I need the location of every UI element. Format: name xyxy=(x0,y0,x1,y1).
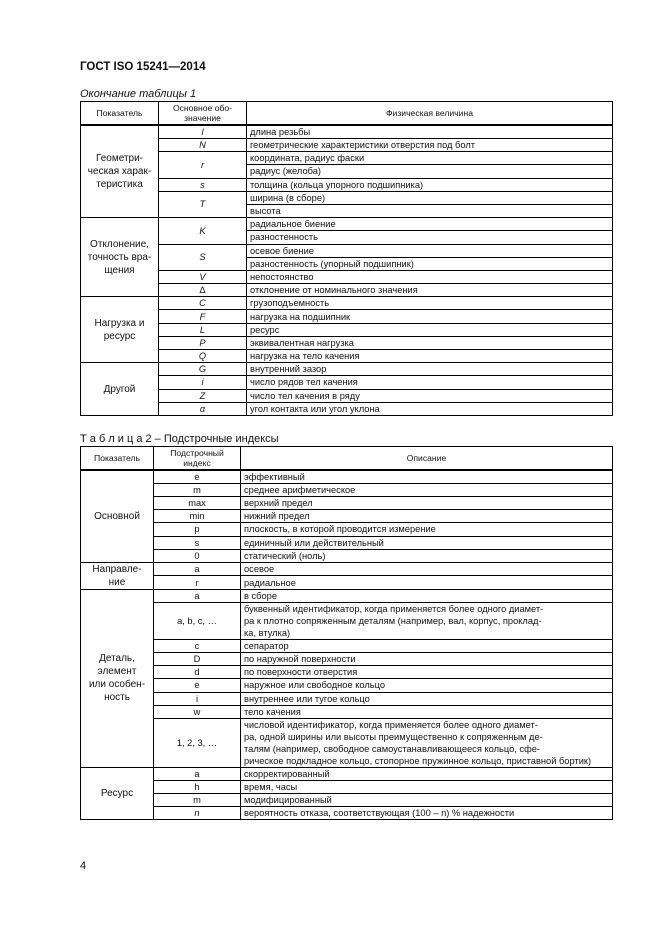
description-cell: радиус (желоба) xyxy=(247,165,613,178)
table-row xyxy=(81,510,613,523)
table-row xyxy=(81,794,613,807)
table-row xyxy=(81,336,613,349)
index-cell: m xyxy=(154,794,241,807)
table-row xyxy=(81,152,613,165)
table-row xyxy=(81,807,613,820)
table-row xyxy=(81,191,613,204)
description-cell: по поверхности отверстия xyxy=(241,666,613,679)
description-cell: число тел качения в ряду xyxy=(247,389,613,402)
table-header-row xyxy=(81,447,613,471)
description-cell: сепаратор xyxy=(241,639,613,652)
table-row xyxy=(81,297,613,310)
description-cell: статический (ноль) xyxy=(241,549,613,562)
index-cell: a xyxy=(154,767,241,780)
table-row xyxy=(81,389,613,402)
table-row xyxy=(81,576,613,590)
index-cell: p xyxy=(154,523,241,536)
index-cell: 0 xyxy=(154,549,241,562)
index-cell: m xyxy=(154,484,241,497)
table-row xyxy=(81,679,613,692)
description-cell: плоскость, в которой проводится измерение xyxy=(241,523,613,536)
table-row xyxy=(81,484,613,497)
description-cell: осевое биение xyxy=(247,244,613,257)
index-cell: max xyxy=(154,497,241,510)
symbol-cell: T xyxy=(159,191,247,217)
table2-caption: Т а б л и ц а 2 – Подстрочные индексы xyxy=(80,433,279,445)
table-row xyxy=(81,602,613,639)
table-row xyxy=(81,139,613,152)
group-direction: Направле- ние xyxy=(81,562,154,589)
symbol-cell: N xyxy=(159,139,247,152)
table-row xyxy=(81,653,613,666)
column-header-symbol: Основное обо- значение xyxy=(159,102,247,126)
description-cell: грузоподъемность xyxy=(247,297,613,310)
group-resource: Ресурс xyxy=(81,767,154,820)
description-cell: осевое xyxy=(241,562,613,576)
index-cell: e xyxy=(154,679,241,692)
table-row xyxy=(81,270,613,283)
description-cell: среднее арифметическое xyxy=(241,484,613,497)
index-cell: s xyxy=(154,536,241,549)
description-cell: числовой идентификатор, когда применяется более одного диамет- ра, одной ширины или высоты преимущественно к сопряженным де- талям (например, свободное самоустанавливающееся кольцо, сфе- рическое подкладное кольцо, стопорное пружинное кольцо, приставной бортик) xyxy=(241,718,613,767)
table-row xyxy=(81,402,613,415)
symbol-cell: G xyxy=(159,363,247,376)
description-cell: координата, радиус фаски xyxy=(247,152,613,165)
table-row xyxy=(81,125,613,139)
description-cell: разностенность xyxy=(247,231,613,244)
group-basic: Основной xyxy=(81,470,154,562)
index-cell: min xyxy=(154,510,241,523)
table1 xyxy=(80,101,613,416)
table-row xyxy=(81,350,613,363)
table-row xyxy=(81,323,613,336)
table-row xyxy=(81,536,613,549)
description-cell: эквивалентная нагрузка xyxy=(247,336,613,349)
description-cell: тело качения xyxy=(241,705,613,718)
description-cell: число рядов тел качения xyxy=(247,376,613,389)
table-row xyxy=(81,218,613,231)
table-header-row xyxy=(81,102,613,126)
group-other: Другой xyxy=(81,363,159,416)
table-row xyxy=(81,470,613,484)
group-geometry: Геометри- ческая харак- теристика xyxy=(81,125,159,218)
index-cell: d xyxy=(154,666,241,679)
description-cell: вероятность отказа, соответствующая (100 – n) % надежности xyxy=(241,807,613,820)
symbol-cell: C xyxy=(159,297,247,310)
symbol-cell: Z xyxy=(159,389,247,402)
table-row xyxy=(81,497,613,510)
table-row xyxy=(81,767,613,780)
index-cell: a, b, c, … xyxy=(154,602,241,639)
table-row xyxy=(81,780,613,793)
description-cell: радиальное xyxy=(241,576,613,590)
symbol-cell: F xyxy=(159,310,247,323)
symbol-cell: K xyxy=(159,218,247,244)
symbol-cell: r xyxy=(159,152,247,178)
index-cell: c xyxy=(154,639,241,652)
index-cell: r xyxy=(154,576,241,590)
table-row xyxy=(81,376,613,389)
table-row xyxy=(81,639,613,652)
table2 xyxy=(80,446,613,820)
symbol-cell: s xyxy=(159,178,247,191)
column-header-quantity: Физическая величина xyxy=(247,102,613,126)
description-cell: непостоянство xyxy=(247,270,613,283)
description-cell: скорректированный xyxy=(241,767,613,780)
description-cell: по наружной поверхности xyxy=(241,653,613,666)
page-number: 4 xyxy=(80,860,87,872)
index-cell: e xyxy=(154,470,241,484)
index-cell: n xyxy=(154,807,241,820)
description-cell: толщина (кольца упорного подшипника) xyxy=(247,178,613,191)
symbol-cell: S xyxy=(159,244,247,270)
column-header-description: Описание xyxy=(241,447,613,471)
description-cell: время, часы xyxy=(241,780,613,793)
symbol-cell: P xyxy=(159,336,247,349)
column-header-subscript: Подстрочный индекс xyxy=(154,447,241,471)
description-cell: разностенность (упорный подшипник) xyxy=(247,257,613,270)
symbol-cell: L xyxy=(159,323,247,336)
description-cell: внутренний зазор xyxy=(247,363,613,376)
description-cell: нагрузка на подшипник xyxy=(247,310,613,323)
index-cell: a xyxy=(154,589,241,602)
description-cell: нижний предел xyxy=(241,510,613,523)
index-cell: a xyxy=(154,562,241,576)
description-cell: внутреннее или тугое кольцо xyxy=(241,692,613,705)
description-cell: в сборе xyxy=(241,589,613,602)
description-cell: наружное или свободное кольцо xyxy=(241,679,613,692)
index-cell: w xyxy=(154,705,241,718)
table-row xyxy=(81,284,613,297)
description-cell: отклонение от номинального значения xyxy=(247,284,613,297)
table-row xyxy=(81,692,613,705)
table-row xyxy=(81,244,613,257)
table-row xyxy=(81,310,613,323)
description-cell: ширина (в сборе) xyxy=(247,191,613,204)
description-cell: верхний предел xyxy=(241,497,613,510)
description-cell: угол контакта или угол уклона xyxy=(247,402,613,415)
group-load: Нагрузка и ресурс xyxy=(81,297,159,363)
description-cell: буквенный идентификатор, когда применяется более одного диамет- ра к плотно сопряженным деталям (например, вал, корпус, проклад- ка, втулка) xyxy=(241,602,613,639)
document-title: ГОСТ ISO 15241—2014 xyxy=(80,61,206,73)
description-cell: единичный или действительный xyxy=(241,536,613,549)
table-row xyxy=(81,562,613,576)
table-row xyxy=(81,705,613,718)
description-cell: высота xyxy=(247,204,613,217)
symbol-cell: l xyxy=(159,125,247,139)
table-row xyxy=(81,718,613,767)
description-cell: нагрузка на тело качения xyxy=(247,350,613,363)
index-cell: 1, 2, 3, … xyxy=(154,718,241,767)
table-row xyxy=(81,666,613,679)
group-deviation: Отклонение, точность вра- щения xyxy=(81,218,159,297)
symbol-cell: V xyxy=(159,270,247,283)
description-cell: ресурс xyxy=(247,323,613,336)
column-header-indicator: Показатель xyxy=(81,447,154,471)
symbol-cell: α xyxy=(159,402,247,415)
index-cell: h xyxy=(154,780,241,793)
column-header-indicator: Показатель xyxy=(81,102,159,126)
table-row xyxy=(81,178,613,191)
index-cell: D xyxy=(154,653,241,666)
symbol-cell: Δ xyxy=(159,284,247,297)
symbol-cell: Q xyxy=(159,350,247,363)
table-row xyxy=(81,589,613,602)
table1-caption: Окончание таблицы 1 xyxy=(80,88,197,100)
table-row xyxy=(81,523,613,536)
symbol-cell: i xyxy=(159,376,247,389)
index-cell: i xyxy=(154,692,241,705)
table-row xyxy=(81,549,613,562)
description-cell: радиальное биение xyxy=(247,218,613,231)
description-cell: эффективный xyxy=(241,470,613,484)
table-row xyxy=(81,363,613,376)
group-detail: Деталь, элемент или особен- ность xyxy=(81,589,154,767)
description-cell: длина резьбы xyxy=(247,125,613,139)
description-cell: модифицированный xyxy=(241,794,613,807)
description-cell: геометрические характеристики отверстия под болт xyxy=(247,139,613,152)
